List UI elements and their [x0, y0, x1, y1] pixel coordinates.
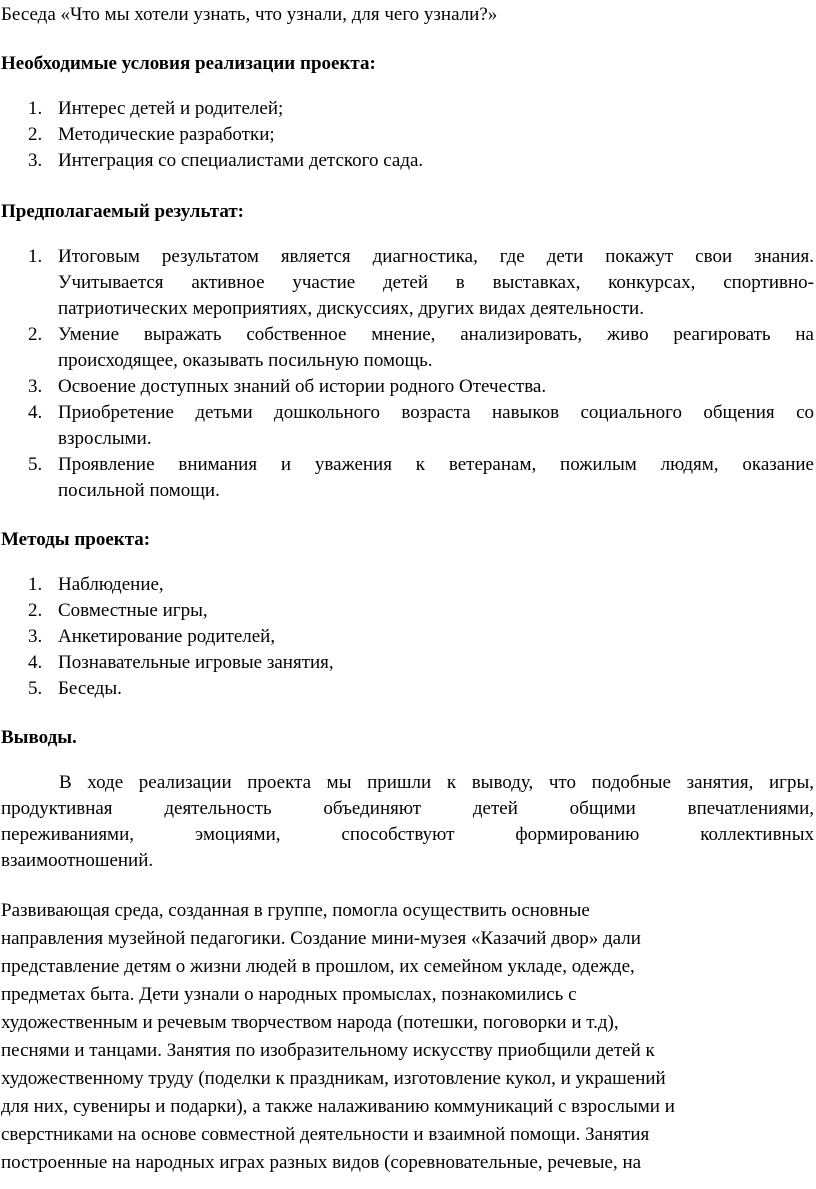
list-item: Интеграция со специалистами детского сада. — [58, 150, 424, 171]
paragraph-line: построенные на народных играх разных видов (соревновательные, речевые, на — [1, 1152, 642, 1173]
list-item-line: Умение выражать собственное мнение, анализировать, живо реагировать на — [58, 324, 814, 345]
conditions-heading: Необходимые условия реализации проекта: — [1, 53, 376, 74]
list-item-line: Учитывается активное участие детей в выставках, конкурсах, спортивно- — [58, 272, 814, 293]
list-item-line: Итоговым результатом является диагностика, где дети покажут свои знания. — [58, 246, 814, 267]
list-item: Совместные игры, — [58, 600, 208, 621]
list-item-line: посильной помощи. — [58, 480, 220, 501]
paragraph-line: художественным и речевым творчеством народа (потешки, поговорки и т.д), — [1, 1012, 619, 1033]
list-item: Познавательные игровые занятия, — [58, 652, 334, 673]
conclusions-heading: Выводы. — [1, 727, 77, 748]
list-number: 2. — [28, 124, 43, 145]
list-number: 3. — [28, 626, 43, 647]
list-item: Наблюдение, — [58, 574, 164, 595]
list-item: Анкетирование родителей, — [58, 626, 276, 647]
list-item-line: патриотических мероприятиях, дискуссиях, других видах деятельности. — [58, 298, 644, 319]
paragraph-line: В ходе реализации проекта мы пришли к выводу, что подобные занятия, игры, — [59, 772, 814, 793]
list-number: 1. — [28, 574, 43, 595]
list-number: 5. — [28, 678, 43, 699]
list-item: Методические разработки; — [58, 124, 275, 145]
paragraph-line: представление детям о жизни людей в прошлом, их семейном укладе, одежде, — [1, 956, 635, 977]
intro-line: Беседа «Что мы хотели узнать, что узнали, для чего узнали?» — [1, 4, 498, 25]
paragraph-line: направления музейной педагогики. Создание мини-музея «Казачий двор» дали — [1, 928, 641, 949]
list-item: Интерес детей и родителей; — [58, 98, 284, 119]
paragraph-line: переживаниями, эмоциями, способствуют формированию коллективных — [1, 824, 814, 845]
methods-heading: Методы проекта: — [1, 529, 151, 550]
list-number: 1. — [28, 98, 43, 119]
paragraph-line: сверстниками на основе совместной деятельности и взаимной помощи. Занятия — [1, 1124, 650, 1145]
list-item-line: происходящее, оказывать посильную помощь. — [58, 350, 433, 371]
list-item-line: Освоение доступных знаний об истории родного Отечества. — [58, 376, 547, 397]
list-number: 3. — [28, 376, 43, 397]
list-item-line: Приобретение детьми дошкольного возраста навыков социального общения со — [58, 402, 814, 423]
list-number: 1. — [28, 246, 43, 267]
paragraph-line: для них, сувениры и подарки), а также налаживанию коммуникаций с взрослыми и — [1, 1096, 675, 1117]
list-number: 4. — [28, 652, 43, 673]
list-number: 4. — [28, 402, 43, 423]
paragraph-line: песнями и танцами. Занятия по изобразительному искусству приобщили детей к — [1, 1040, 655, 1061]
paragraph-line: предметах быта. Дети узнали о народных промыслах, познакомились с — [1, 984, 577, 1005]
paragraph-line: Развивающая среда, созданная в группе, помогла осуществить основные — [1, 900, 590, 921]
list-number: 3. — [28, 150, 43, 171]
paragraph-line: продуктивная деятельность объединяют детей общими впечатлениями, — [1, 798, 814, 819]
list-item: Беседы. — [58, 678, 122, 699]
results-heading: Предполагаемый результат: — [1, 201, 245, 222]
list-number: 2. — [28, 324, 43, 345]
paragraph-line: взаимоотношений. — [1, 850, 154, 871]
list-item-line: взрослыми. — [58, 428, 152, 449]
list-item-line: Проявление внимания и уважения к ветеранам, пожилым людям, оказание — [58, 454, 814, 475]
paragraph-line: художественному труду (поделки к праздникам, изготовление кукол, и украшений — [1, 1068, 666, 1089]
list-number: 5. — [28, 454, 43, 475]
list-number: 2. — [28, 600, 43, 621]
